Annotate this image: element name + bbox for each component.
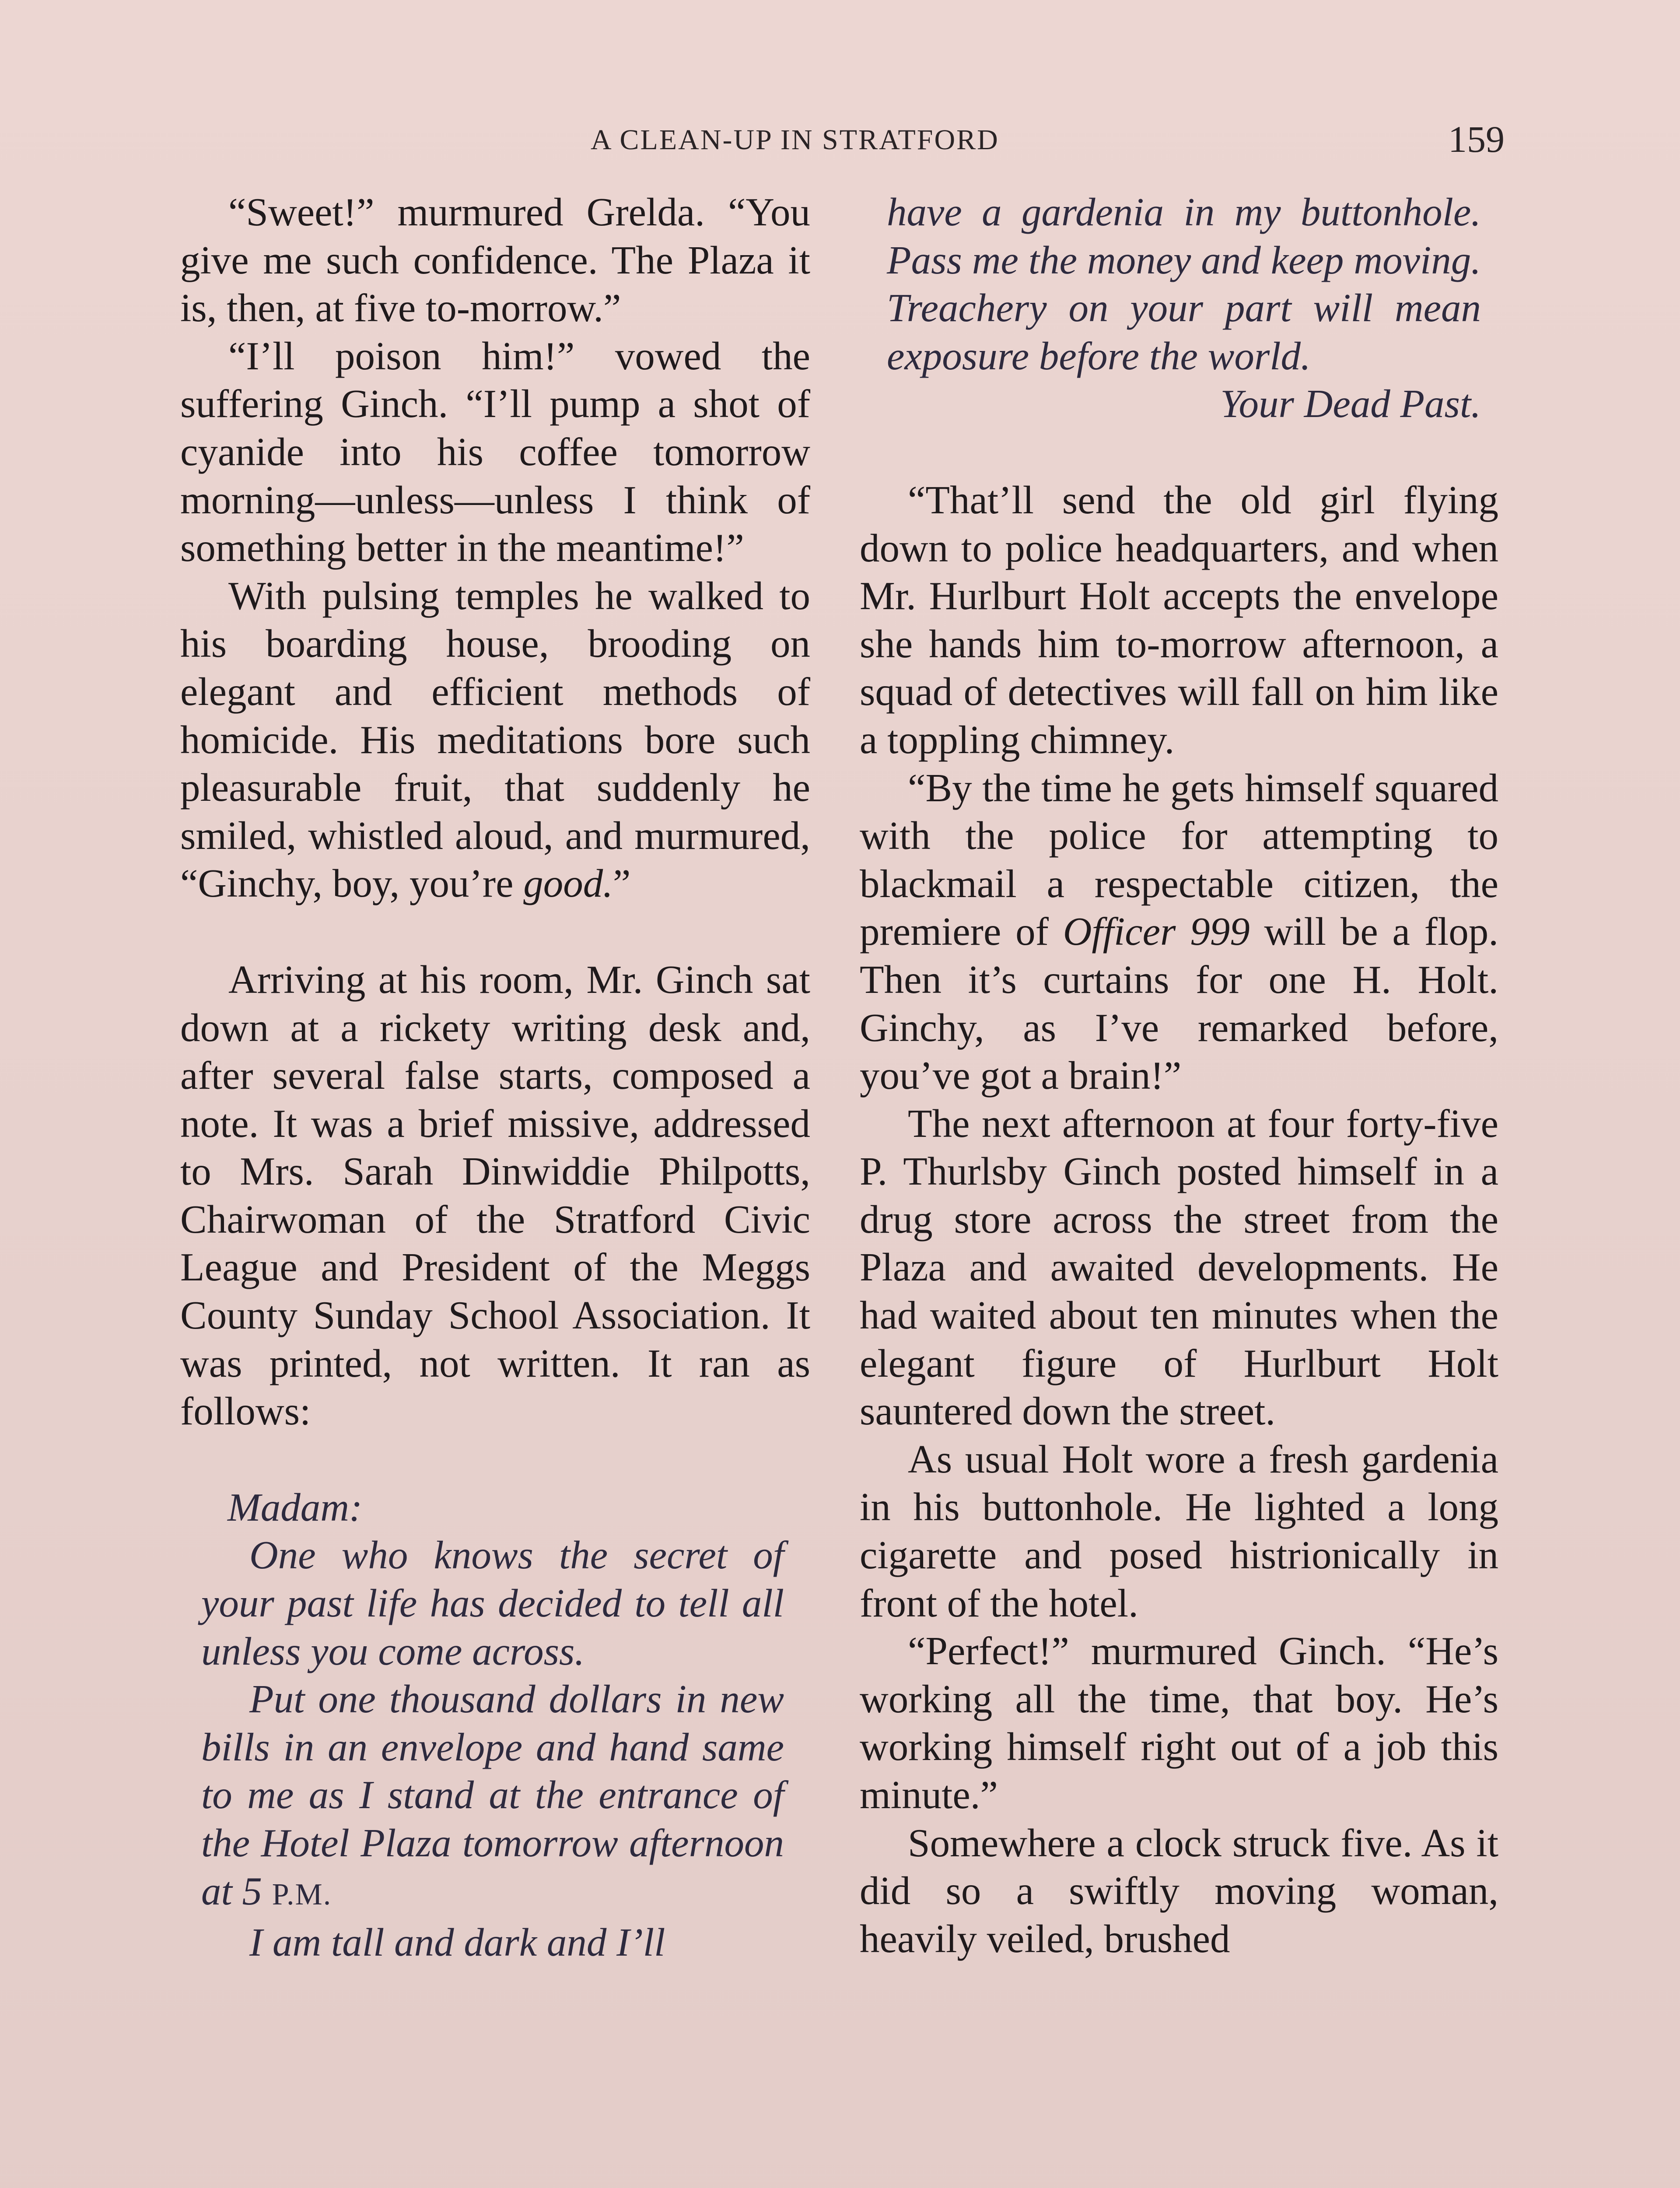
letter-time: P.M.	[272, 1877, 332, 1911]
left-column	[180, 188, 810, 1967]
letter-paragraph: One who knows the secret of your past life has decided to tell all unless you come across.	[201, 1533, 784, 1673]
paragraph-text: will be a flop. Then it’s curtains for one H. Holt. Ginchy, as I’ve remarked before, you’ve got a brain!”	[860, 909, 1499, 1098]
letter-salutation: Madam:	[228, 1485, 363, 1529]
right-column	[860, 188, 1498, 1963]
paragraph	[860, 764, 1498, 1100]
letter-paragraph: have a gardenia in my buttonhole. Pass me the money and keep moving. Treachery on your part will mean exposure before the world.	[887, 190, 1481, 378]
letter-paragraph: I am tall and dark and I’ll	[249, 1920, 665, 1965]
italic-title: Officer 999	[1063, 909, 1250, 954]
paragraph: “Perfect!” murmured Ginch. “He’s working all the time, that boy. He’s working himself right out of a job this minute.”	[860, 1629, 1498, 1817]
paragraph: The next afternoon at four forty-five P. Thurlsby Ginch posted himself in a drug store across the street from the Plaza and awaited developments. He had waited about ten minutes when the elegant figure of Hurlburt Holt sauntered down the street.	[860, 1101, 1498, 1434]
letter-paragraph	[201, 1675, 784, 1918]
blackmail-letter	[201, 1483, 784, 1967]
paragraph: “I’ll poison him!” vowed the suffering Ginch. “I’ll pump a shot of cyanide into his coffee tomorrow morning—unless—unless I think of something better in the meantime!”	[180, 333, 810, 570]
paragraph	[180, 572, 810, 908]
running-head: A CLEAN-UP IN STRATFORD	[591, 124, 999, 156]
page-number: 159	[1448, 118, 1505, 160]
paragraph: As usual Holt wore a fresh gardenia in his buttonhole. He lighted a long cigarette and posed histrionically in front of the hotel.	[860, 1437, 1498, 1625]
italic-text: good.	[523, 861, 613, 906]
paragraph: Somewhere a clock struck five. As it did so a swiftly moving woman, heavily veiled, brushed	[860, 1820, 1498, 1961]
paragraph: “Sweet!” murmured Grelda. “You give me such confidence. The Plaza it is, then, at five to-morrow.”	[180, 190, 810, 330]
paragraph-text: With pulsing temples he walked to his boarding house, brooding on elegant and efficient methods of homicide. His meditations bore such pleasurable fruit, that suddenly he smiled, whistled aloud, and murmured, “Ginchy, boy, you’re	[180, 573, 810, 906]
letter-text: Put one thousand dollars in new bills in an envelope and hand same to me as I stand at the entrance of the Hotel Plaza tomorrow afternoon at 5	[201, 1677, 784, 1913]
letter-signature: Your Dead Past.	[1220, 382, 1481, 426]
paragraph-text: ”	[612, 861, 631, 906]
blackmail-letter-continued	[887, 188, 1481, 428]
paragraph: “That’ll send the old girl flying down to police headquarters, and when Mr. Hurlburt Holt accepts the envelope she hands him to-morrow afternoon, a squad of detectives will fall on him like a toppling chimney.	[860, 477, 1498, 762]
paragraph: Arriving at his room, Mr. Ginch sat down at a rickety writing desk and, after several false starts, composed a note. It was a brief missive, addressed to Mrs. Sarah Dinwiddie Philpotts, Chairwoman of the Stratford Civic League and President of the Meggs County Sunday School Association. It was printed, not written. It ran as follows:	[180, 957, 810, 1434]
paragraph-text: “By the time he gets himself squared with the police for attempting to blackmail a respectable citizen, the premiere of	[860, 765, 1498, 954]
